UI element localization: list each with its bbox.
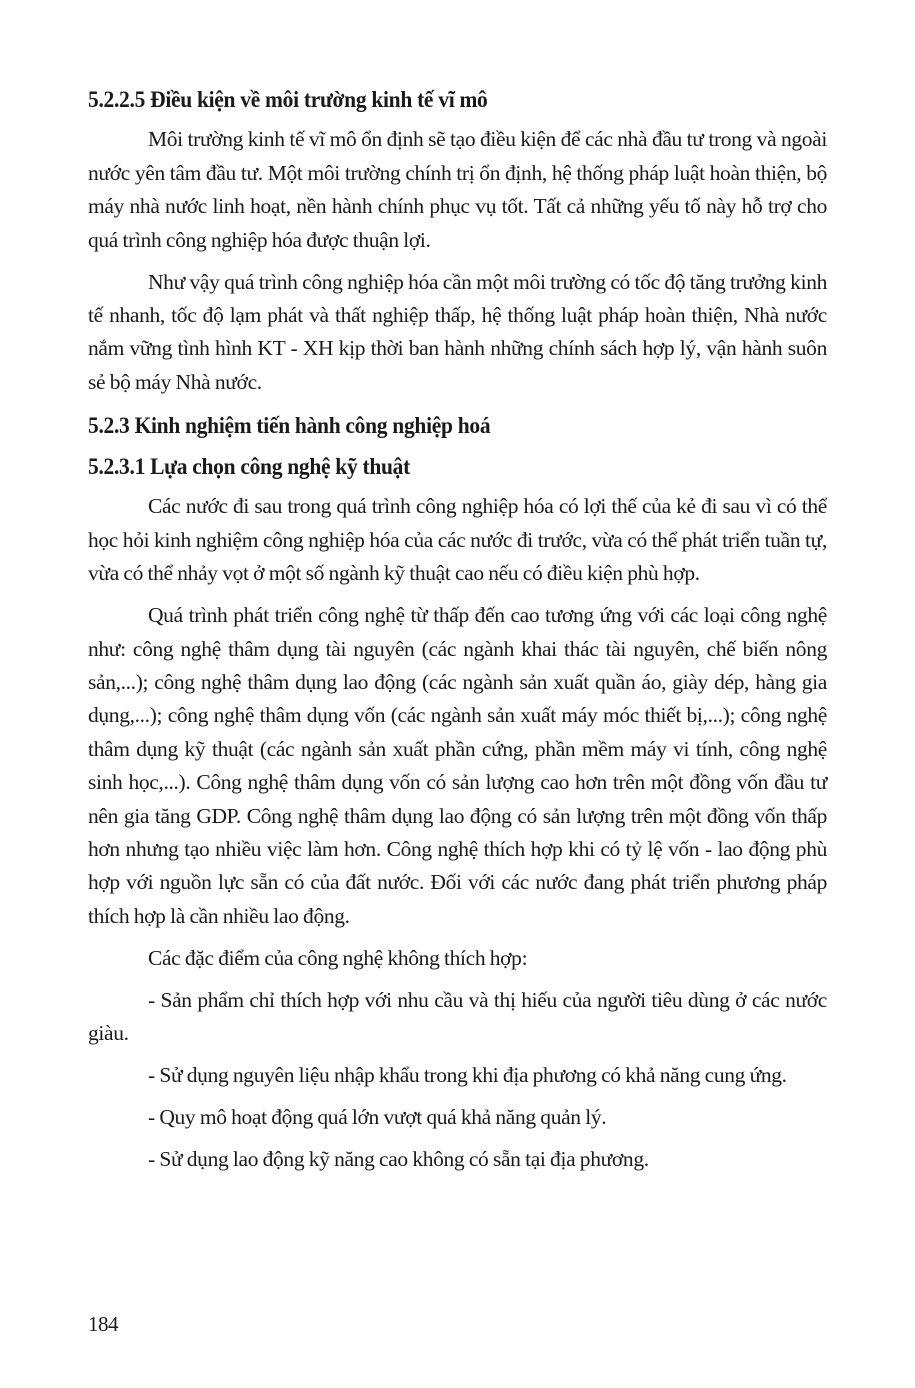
paragraph: Các đặc điểm của công nghệ không thích hợp: [148,945,528,970]
paragraph: Môi trường kinh tế vĩ mô ổn định sẽ tạo điều kiện để các nhà đầu tư trong và ngoài nước yên tâm đầu tư. Một môi trường chính trị ổn định, hệ thống pháp luật hoàn thiện, bộ máy nhà nước linh hoạt, nền hành chính phục vụ tốt. Tất cả những yếu tố này hỗ trợ cho quá trình công nghiệp hóa được thuận lợi. [88,127,827,252]
paragraph: Như vậy quá trình công nghiệp hóa cần một môi trường có tốc độ tăng trưởng kinh tế nhanh, tốc độ lạm phát và thất nghiệp thấp, hệ thống luật pháp hoàn thiện, Nhà nước nắm vững tình hình KT - XH kịp thời ban hành những chính sách hợp lý, vận hành suôn sẻ bộ máy Nhà nước. [88,269,827,394]
heading-5-2-3: 5.2.3 Kinh nghiệm tiến hành công nghiệp hoá [88,411,491,438]
heading-5-2-3-1: 5.2.3.1 Lựa chọn công nghệ kỹ thuật [88,453,410,480]
paragraph: Các nước đi sau trong quá trình công nghiệp hóa có lợi thế của kẻ đi sau vì có thể học hỏi kinh nghiệm công nghiệp hóa của các nước đi trước, vừa có thể phát triển tuần tự, vừa có thể nhảy vọt ở một số ngành kỹ thuật cao nếu có điều kiện phù hợp. [88,494,827,586]
bullet-item: - Sử dụng nguyên liệu nhập khẩu trong khi địa phương có khả năng cung ứng. [148,1062,787,1087]
paragraph: Quá trình phát triển công nghệ từ thấp đến cao tương ứng với các loại công nghệ như: công nghệ thâm dụng tài nguyên (các ngành khai thác tài nguyên, chế biến nông sản,...); công nghệ thâm dụng lao động (các ngành sản xuất quần áo, giày dép, hàng gia dụng,...); công nghệ thâm dụng vốn (các ngành sản xuất máy móc thiết bị,...); công nghệ thâm dụng kỹ thuật (các ngành sản xuất phần cứng, phần mềm máy vi tính, công nghệ sinh học,...). Công nghệ thâm dụng vốn có sản lượng cao hơn trên một đồng vốn đầu tư nên gia tăng GDP. Công nghệ thâm dụng lao động có sản lượng trên một đồng vốn thấp hơn nhưng tạo nhiều việc làm hơn. Công nghệ thích hợp khi có tỷ lệ vốn - lao động phù hợp với nguồn lực sẵn có của đất nước. Đối với các nước đang phát triển phương pháp thích hợp là cần nhiều lao động. [88,603,827,928]
page-number: 184 [88,1312,118,1336]
heading-5-2-2-5: 5.2.2.5 Điều kiện về môi trường kinh tế vĩ mô [88,86,488,113]
page-content [88,82,827,1185]
bullet-item: - Sử dụng lao động kỹ năng cao không có sẵn tại địa phương. [148,1146,649,1171]
bullet-item: - Sản phẩm chỉ thích hợp với nhu cầu và thị hiếu của người tiêu dùng ở các nước giàu. [88,987,827,1046]
bullet-item: - Quy mô hoạt động quá lớn vượt quá khả năng quản lý. [148,1104,607,1129]
